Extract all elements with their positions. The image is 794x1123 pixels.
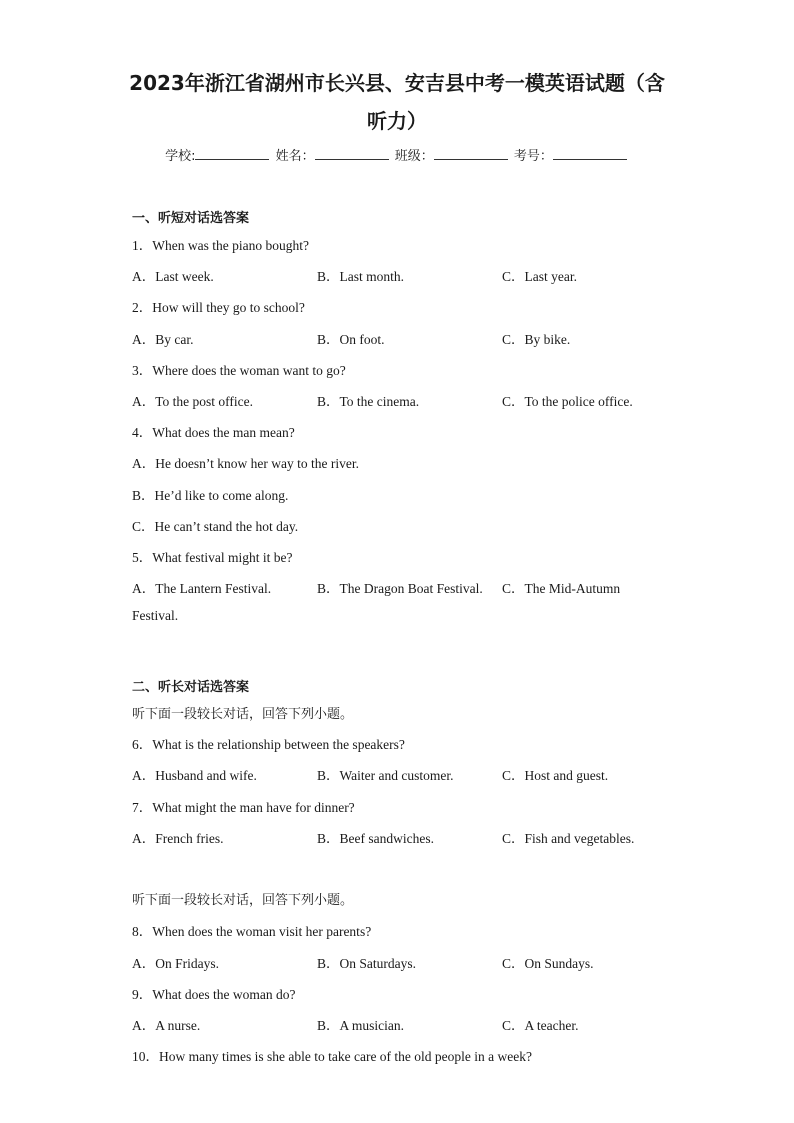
option-4a[interactable]: A．He doesn’t know her way to the river. — [132, 456, 359, 471]
option-7a[interactable]: A．French fries. — [132, 831, 224, 846]
question-9: 9．What does the woman do? — [132, 987, 296, 1002]
class-label: 班级： — [394, 149, 434, 164]
section-1-heading: 一、听短对话选答案 — [132, 211, 250, 226]
name-label: 姓名： — [275, 149, 315, 164]
option-6a[interactable]: A．Husband and wife. — [132, 768, 257, 783]
section-2-heading: 二、听长对话选答案 — [132, 680, 250, 695]
option-2a[interactable]: A．By car. — [132, 332, 194, 347]
question-3: 3．Where does the woman want to go? — [132, 363, 346, 378]
question-6: 6．What is the relationship between the speakers? — [132, 737, 405, 752]
question-5: 5．What festival might it be? — [132, 550, 293, 565]
option-9b[interactable]: B．A musician. — [317, 1018, 404, 1033]
name-blank[interactable] — [315, 146, 389, 160]
question-10: 10．How many times is she able to take care of the old people in a week? — [132, 1049, 532, 1064]
class-blank[interactable] — [434, 146, 508, 160]
question-1: 1．When was the piano bought? — [132, 238, 309, 253]
option-1b[interactable]: B．Last month. — [317, 269, 404, 284]
option-9a[interactable]: A．A nurse. — [132, 1018, 201, 1033]
option-4b[interactable]: B．He’d like to come along. — [132, 488, 289, 503]
school-label: 学校: — [165, 149, 196, 164]
option-7b[interactable]: B．Beef sandwiches. — [317, 831, 434, 846]
option-8a[interactable]: A．On Fridays. — [132, 956, 219, 971]
option-7c[interactable]: C．Fish and vegetables. — [502, 831, 635, 846]
exam-number-blank[interactable] — [553, 146, 627, 160]
question-8: 8．When does the woman visit her parents? — [132, 924, 372, 939]
option-2b[interactable]: B．On foot. — [317, 332, 385, 347]
section-2-intro-1: 听下面一段较长对话，回答下列小题。 — [132, 707, 354, 722]
option-5b[interactable]: B．The Dragon Boat Festival. — [317, 581, 483, 596]
option-4c[interactable]: C．He can’t stand the hot day. — [132, 519, 299, 534]
option-8b[interactable]: B．On Saturdays. — [317, 956, 416, 971]
option-9c[interactable]: C．A teacher. — [502, 1018, 579, 1033]
school-blank[interactable] — [195, 146, 269, 160]
option-5c-continued[interactable]: Festival. — [132, 608, 179, 623]
option-3b[interactable]: B．To the cinema. — [317, 394, 420, 409]
option-6b[interactable]: B．Waiter and customer. — [317, 768, 454, 783]
option-5a[interactable]: A．The Lantern Festival. — [132, 581, 272, 596]
option-8c[interactable]: C．On Sundays. — [502, 956, 594, 971]
question-2: 2．How will they go to school? — [132, 300, 305, 315]
exam-number-label: 考号： — [513, 149, 553, 164]
option-2c[interactable]: C．By bike. — [502, 332, 571, 347]
exam-title — [110, 64, 684, 140]
option-3c[interactable]: C．To the police office. — [502, 394, 633, 409]
option-5c[interactable]: C．The Mid-Autumn — [502, 581, 621, 596]
student-info-row — [0, 145, 794, 164]
section-2-intro-2: 听下面一段较长对话，回答下列小题。 — [132, 893, 354, 908]
title-line-2: 听力） — [367, 109, 427, 133]
option-1a[interactable]: A．Last week. — [132, 269, 214, 284]
option-6c[interactable]: C．Host and guest. — [502, 768, 609, 783]
question-7: 7．What might the man have for dinner? — [132, 800, 355, 815]
option-3a[interactable]: A．To the post office. — [132, 394, 254, 409]
option-1c[interactable]: C．Last year. — [502, 269, 577, 284]
title-line-1: 2023年浙江省湖州市长兴县、安吉县中考一模英语试题（含 — [129, 71, 665, 95]
question-4: 4．What does the man mean? — [132, 425, 295, 440]
